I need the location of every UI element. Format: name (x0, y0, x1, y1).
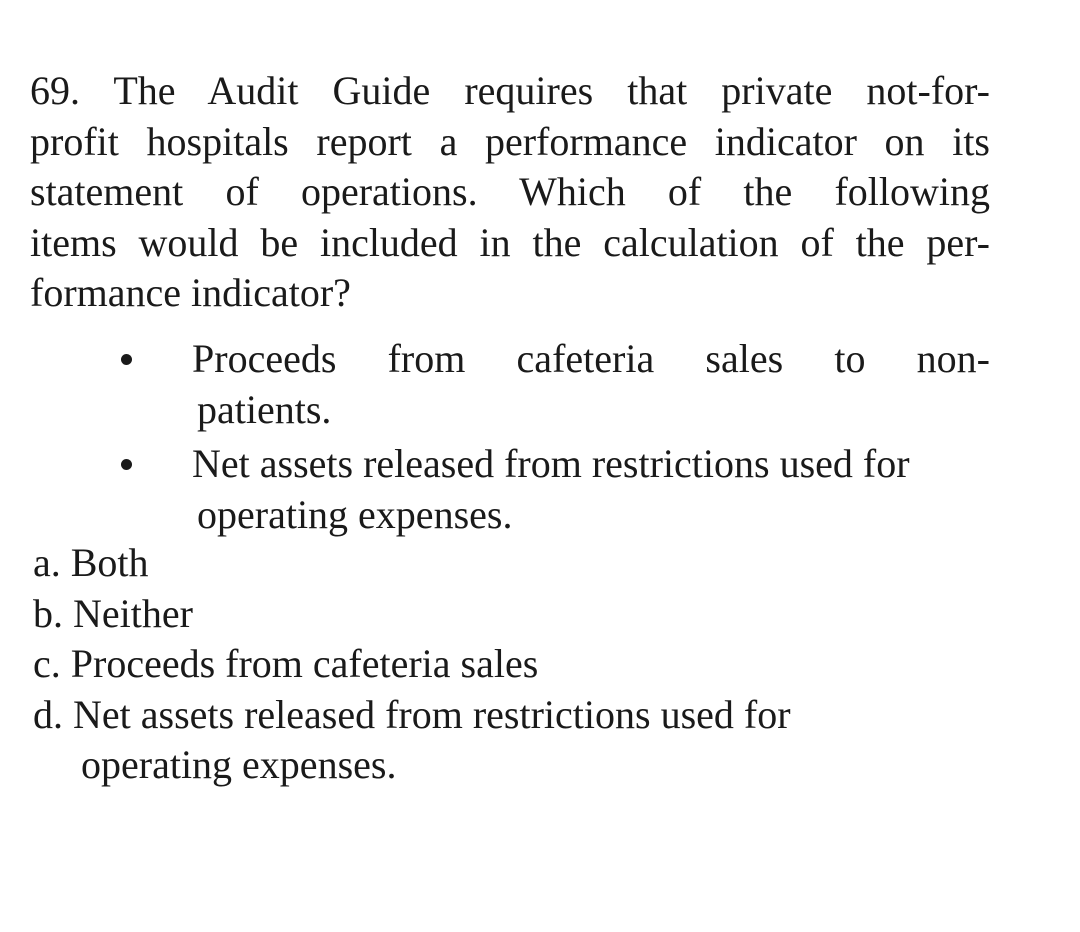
bullet-text (192, 334, 990, 435)
option-b: b. Neither (33, 590, 193, 636)
stem-line: items would be included in the calculation of the per- (30, 219, 990, 265)
question-stem (30, 66, 990, 319)
stem-line: profit hospitals report a performance indicator on its (30, 118, 990, 164)
bullet-item (30, 334, 990, 435)
stem-line: statement of operations. Which of the following (30, 169, 990, 214)
bullet-dot-icon (121, 459, 132, 470)
answer-options (33, 538, 993, 791)
stem-line: 69. The Audit Guide requires that private not-for- (30, 68, 990, 113)
bullet-line: patients. (197, 386, 332, 432)
bullet-dot-icon (121, 354, 132, 365)
option-c: c. Proceeds from cafeteria sales (33, 641, 539, 686)
bullet-text (192, 439, 990, 540)
bullet-line: operating expenses. (197, 491, 513, 537)
option-a: a. Both (33, 540, 149, 585)
question-block (30, 66, 990, 787)
bullet-list (30, 334, 990, 540)
bullet-line: Proceeds from cafeteria sales to non- (192, 336, 990, 381)
stem-line: formance indicator? (30, 270, 351, 315)
option-d-continuation: operating expenses. (81, 742, 397, 787)
option-d: d. Net assets released from restrictions used for (33, 691, 791, 737)
bullet-item (30, 439, 990, 540)
bullet-line: Net assets released from restrictions used for (192, 441, 910, 486)
